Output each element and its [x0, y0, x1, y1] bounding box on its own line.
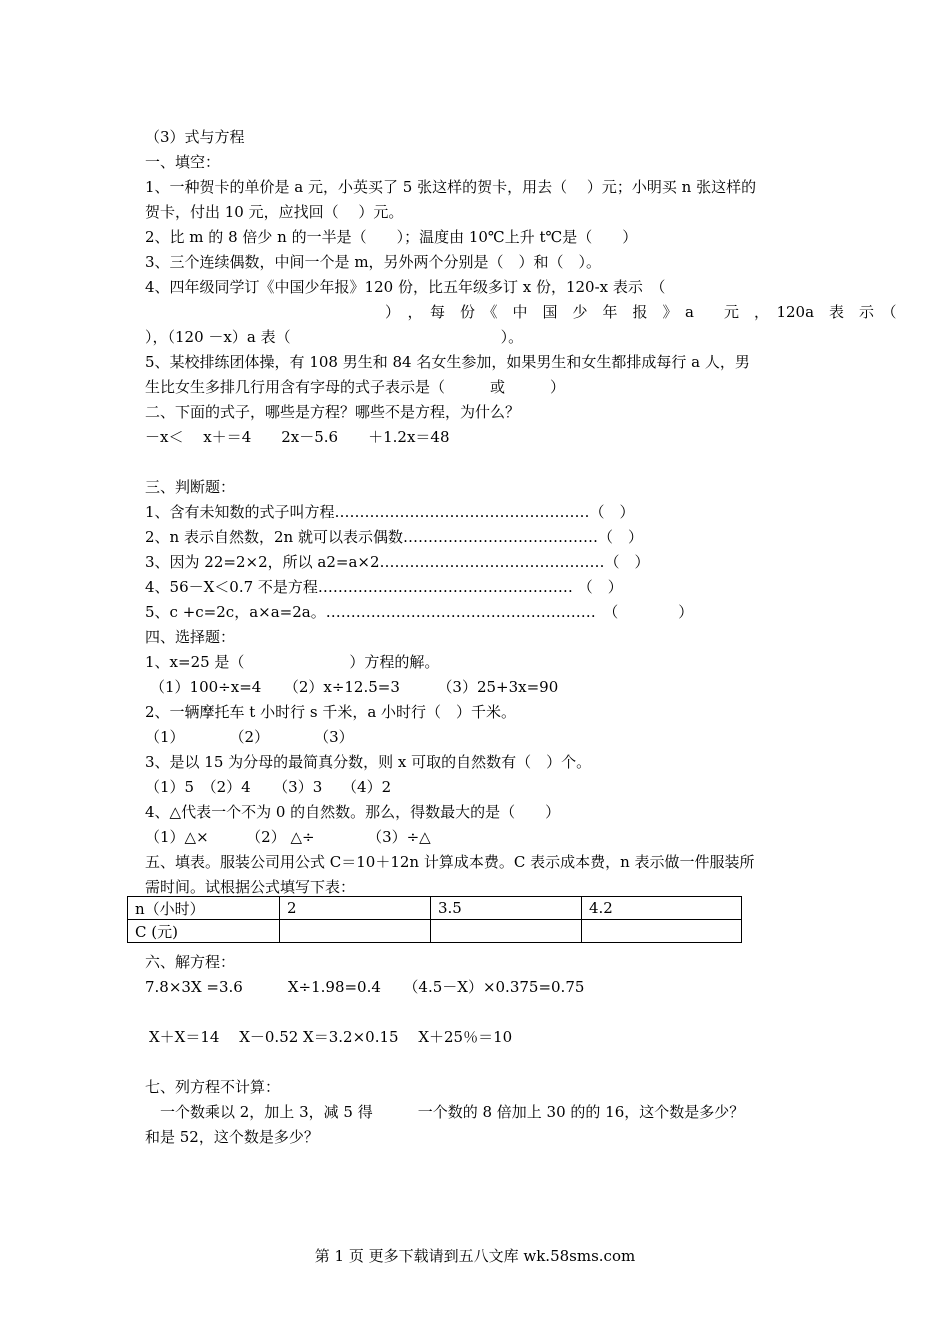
- part4-q4-options: （1）△× （2） △÷ （3）÷△: [145, 828, 431, 846]
- part5-heading-line1: 五、填表。服装公司用公式 C＝10＋12n 计算成本费。C 表示成本费，n 表示做一件服装所: [145, 853, 755, 871]
- part1-q5-line2: 生比女生多排几行用含有字母的式子表示是（ 或 ）: [145, 378, 566, 396]
- part1-q4-line3: ），（120 －x）a 表（ ）。: [145, 328, 524, 346]
- table-cell: 2: [280, 897, 431, 920]
- part4-q3-options: （1）5 （2）4 （3）3 （4）2: [145, 778, 392, 796]
- part1-heading: 一、填空：: [145, 153, 221, 171]
- page-footer: 第 1 页 更多下载请到五八文库 wk.58sms.com: [314, 1247, 636, 1265]
- part1-q4-line1: 4、四年级同学订《中国少年报》120 份，比五年级多订 x 份，120-x 表示 （: [145, 278, 666, 296]
- part4-q4: 4、△代表一个不为 0 的自然数。那么，得数最大的是（ ）: [145, 803, 561, 821]
- part7-heading: 七、列方程不计算：: [145, 1078, 281, 1096]
- part4-q3: 3、是以 15 为分母的最简真分数，则 x 可取的自然数有（ ）个。: [145, 753, 592, 771]
- part3-item: 1、含有未知数的式子叫方程……………………………………………（ ）: [145, 503, 635, 521]
- part4-q2: 2、一辆摩托车 t 小时行 s 千米，a 小时行（ ）千米。: [145, 703, 517, 721]
- table-cell: n（小时）: [128, 897, 280, 920]
- part2-heading: 二、下面的式子，哪些是方程？哪些不是方程，为什么？: [145, 403, 521, 421]
- part5-heading-line2: 需时间。试根据公式填写下表：: [145, 878, 356, 896]
- part1-q4-line2: ） ， 每 份 《 中 国 少 年 报 》 a 元 ， 120a 表 示 （: [385, 303, 897, 321]
- part3-item: 5、c +c=2c，a×a=2a。……………………………………………… （ ）: [145, 603, 694, 621]
- part3-item: 4、56－X＜0.7 不是方程…………………………………………… （ ）: [145, 578, 623, 596]
- table-row: [128, 897, 742, 920]
- part6-equations-line1: 7.8×3X =3.6 X÷1.98=0.4 （4.5－X）×0.375=0.75: [145, 978, 585, 996]
- section-title: （3）式与方程: [145, 128, 245, 146]
- table-cell: [582, 920, 742, 943]
- table-cell: 3.5: [431, 897, 582, 920]
- table-cell: [280, 920, 431, 943]
- part3-item: 2、n 表示自然数，2n 就可以表示偶数…………………………………（ ）: [145, 528, 643, 546]
- part4-heading: 四、选择题：: [145, 628, 236, 646]
- part6-heading: 六、解方程：: [145, 953, 236, 971]
- part3-item: 3、因为 22=2×2，所以 a2=a×2………………………………………（ ）: [145, 553, 650, 571]
- table-cell: C (元): [128, 920, 280, 943]
- part1-q1-line1: 1、一种贺卡的单价是 a 元，小英买了 5 张这样的贺卡，用去（ ）元；小明买 n 张这样的: [145, 178, 757, 196]
- part7-line2: 和是 52，这个数是多少？: [145, 1128, 319, 1146]
- cost-table: [127, 896, 742, 943]
- table-cell: 4.2: [582, 897, 742, 920]
- part1-q1-line2: 贺卡，付出 10 元，应找回（ ）元。: [145, 203, 404, 221]
- table-cell: [431, 920, 582, 943]
- part1-q2: 2、比 m 的 8 倍少 n 的一半是（ ）；温度由 10℃上升 t℃是（ ）: [145, 228, 638, 246]
- part4-q2-options: （1） （2） （3）: [145, 728, 354, 746]
- table-row: [128, 920, 742, 943]
- part3-heading: 三、判断题：: [145, 478, 236, 496]
- part2-expressions: －x＜ x＋＝4 2x－5.6 ＋1.2x＝48: [145, 428, 450, 446]
- part4-q1: 1、x=25 是（ ）方程的解。: [145, 653, 440, 671]
- part1-q3: 3、三个连续偶数，中间一个是 m，另外两个分别是（ ）和（ ）。: [145, 253, 602, 271]
- part1-q5-line1: 5、某校排练团体操，有 108 男生和 84 名女生参加，如果男生和女生都排成每行 a 人，男: [145, 353, 750, 371]
- part6-equations-line2: X＋X＝14 X－0.52 X＝3.2×0.15 X＋25％＝10: [149, 1028, 513, 1046]
- part4-q1-options: （1）100÷x=4 （2）x÷12.5=3 （3）25+3x=90: [150, 678, 559, 696]
- part7-line1: 一个数乘以 2，加上 3，减 5 得 一个数的 8 倍加上 30 的的 16，这个数是多少？: [145, 1103, 745, 1121]
